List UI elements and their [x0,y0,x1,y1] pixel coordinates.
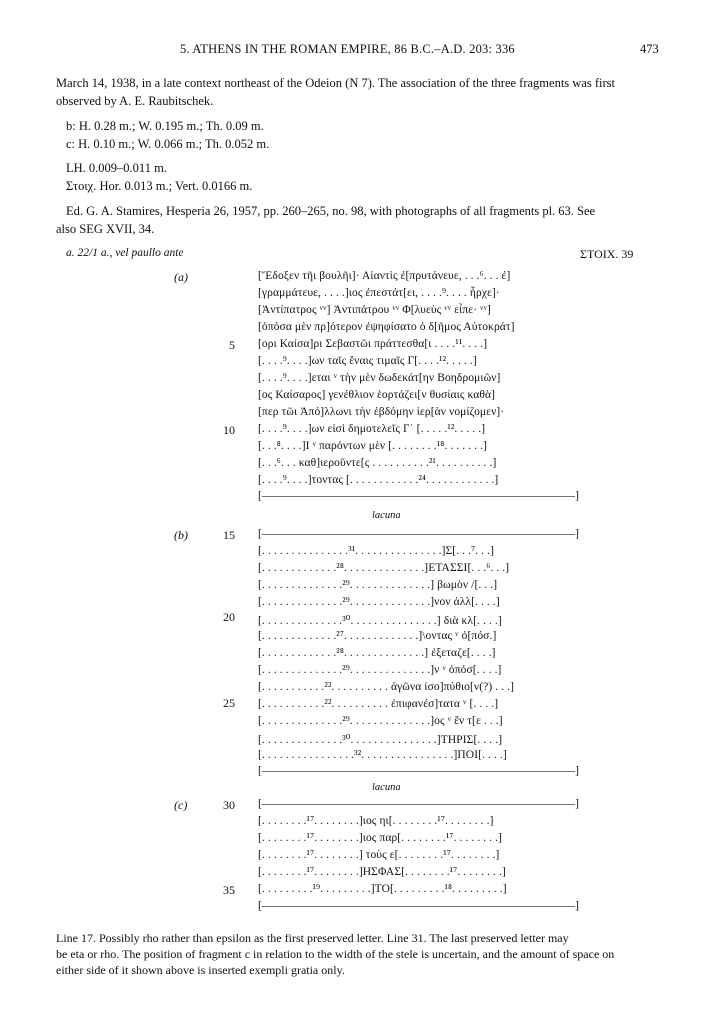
lacuna-label: lacuna [372,782,401,793]
inscription-line: [. . . .⁹. . . .]εται ᵛ τὴν μὲν δωδεκάτ[ην Βοηδρομιῶν] [258,372,501,384]
inscription-line: [ορι Καίσα]ρι Σεβαστῶι πράττεσθα[ι . . . .¹¹. . . .] [258,338,488,350]
fragment-label-c: (c) [174,798,188,812]
line-number-20: 20 [223,610,235,624]
inscription-line: [. . . . . . . . . . . . . .²⁹. . . . . . . . . . . . . .]ος ᵛ ἕν τ[ε . . .] [258,715,503,727]
inscription-line: [. . . .⁹. . . .]ων εἰσὶ δημοτελεῖς Γ˙ [. . . . .¹². . . . .] [258,423,486,435]
line-number-10: 10 [223,423,235,437]
inscription-line: [. . . . . . . . . . .²². . . . . . . . . . ἐπιφανέσ]τατα ᵛ [. . . .] [258,698,499,710]
inscription-line: [———————————————————————————] [258,490,580,502]
fragment-label-a: (a) [174,270,188,284]
running-title: 5. ATHENS IN THE ROMAN EMPIRE, 86 B.C.–A.D. 203: 336 [180,42,515,56]
inscription-line: [. . . . . . . . . . . . . .³⁰. . . . . . . . . . . . . . .]ΤΗΡΙΣ[. . . .] [258,734,503,746]
stoichedon-spacing: Στοιχ. Hor. 0.013 m.; Vert. 0.0166 m. [66,179,253,193]
line-number-5: 5 [229,338,235,352]
inscription-line: [. . . . . . . . . . . . . .²⁹. . . . . . . . . . . . . .]νον ἀλλ[. . . .] [258,596,500,608]
footnote-line-3: either side of it shown above is inserted exempli gratia only. [56,963,345,977]
footnote-line-2: be eta or rho. The position of fragment c in relation to the width of the stele is uncertain, and the amount of space on [56,947,615,961]
intro-line-2: observed by A. E. Raubitschek. [56,94,214,108]
footnote-line-1: Line 17. Possibly rho rather than epsilon as the first preserved letter. Line 31. The last preserved letter may [56,931,569,945]
inscription-line: [Ἀντίπατρος ᵛᵛ] Ἀντιπάτρου ᵛᵛ Φ[λυεὺς ᵛᵛ εἶπε· ᵛᵛ] [258,304,491,316]
line-number-35: 35 [223,883,235,897]
inscription-line: [———————————————————————————] [258,900,580,912]
inscription-line: [. . . .⁹. . . .]ων ταῖς ἔναις τιμαῖς Γ[. . . .¹². . . . .] [258,355,477,367]
inscription-line: [. . . . . . . .¹⁷. . . . . . . .]ιος παρ[. . . . . . . .¹⁷. . . . . . . .] [258,832,503,844]
inscription-line: [. . . . . . . . . . . . . .³⁰. . . . . . . . . . . . . . .] διὰ κλ[. . . .] [258,615,502,627]
stoich-label: ΣΤΟΙΧ. 39 [580,247,634,261]
inscription-line: [Ἔδοξεν τῆι βουλῆι]· Αἰαντὶς ἐ[πρυτάνευε, . . .⁶. . . ἐ] [258,270,511,282]
inscription-line: [. . . . . . . . . . . . .²⁸. . . . . . . . . . . . . .] ἐξεταζε[. . . .] [258,647,496,659]
page-number: 473 [640,42,659,56]
inscription-line: [. . . . . . . . . . . . . .²⁹. . . . . . . . . . . . . .] βωμὸν /[. . .] [258,579,498,591]
line-number-30: 30 [223,798,235,812]
inscription-line: [. . . . . . . . . . .²². . . . . . . . . . ἀγῶνα ἰσο]πύθιο[ν(?) . . .] [258,681,515,693]
inscription-line: [. . . . . . . .¹⁷. . . . . . . .]ΗΣΦΑΣ[. . . . . . . .¹⁷. . . . . . . .] [258,866,506,878]
inscription-line: [. . . .⁹. . . .]τοντας [. . . . . . . . . . . .²⁴. . . . . . . . . . . .] [258,474,499,486]
inscription-line: [. . . . . . . .¹⁷. . . . . . . .] τοὺς ε[. . . . . . . .¹⁷. . . . . . . .] [258,849,500,861]
edition-line-1: Ed. G. A. Stamires, Hesperia 26, 1957, pp. 260–265, no. 98, with photographs of all fragments pl. 63. See [66,204,596,218]
dimensions-c: c: H. 0.10 m.; W. 0.066 m.; Th. 0.052 m. [66,137,270,151]
dimensions-b: b: H. 0.28 m.; W. 0.195 m.; Th. 0.09 m. [66,119,264,133]
inscription-line: [ὁπόσα μὲν πρ]ότερον ἐψηφίσατο ὁ δ[ῆμος Αὐτοκράτ] [258,321,515,333]
inscription-line: [. . . . . . . .¹⁷. . . . . . . .]ιος ηι[. . . . . . . .¹⁷. . . . . . . .] [258,815,494,827]
inscription-line: [. . . . . . . . . . . . .²⁷. . . . . . . . . . . . .]\οντας ᵛ ὁ[πόσ.] [258,630,497,642]
inscription-line: [. . .⁸. . . .]Ι ᵛ παρόντων μὲν [. . . . . . . .¹⁸. . . . . . .] [258,440,487,452]
inscription-line: [———————————————————————————] [258,798,580,810]
inscription-line: [περ τῶι Ἀπό]λλωνι τὴν ἑβδόμην ἱερ[ὰν νομίζομεν]· [258,406,505,418]
inscription-line: [γραμμάτευε, . . . .]ιος ἐπεστάτ[ει, . . . .⁹. . . . ἦρχε]· [258,287,500,299]
intro-line-1: March 14, 1938, in a late context northeast of the Odeion (N 7). The association of the three fragments was first [56,76,615,90]
inscription-line: [. . . . . . . . . . . . . .²⁹. . . . . . . . . . . . . .]ν ᵛ ὁπόσ[. . . .] [258,664,502,676]
inscription-line: [. . . . . . . . .¹⁹. . . . . . . . .]ΤΟ[. . . . . . . . .¹⁸. . . . . . . . .] [258,883,507,895]
line-number-15: 15 [223,528,235,542]
inscription-line: [. . . . . . . . . . . . .²⁸. . . . . . . . . . . . . .]ΕΤΑΣΣΙ[. . .⁶. . .] [258,562,510,574]
inscription-line: [. . .⁶. . . καθ]ιεροῦντε[ς . . . . . . . . . .²¹. . . . . . . . . .] [258,457,497,469]
letter-height: LH. 0.009–0.011 m. [66,161,167,175]
inscription-line: [. . . . . . . . . . . . . . . .³². . . . . . . . . . . . . . . .]ΠΟΙ[. . . .] [258,749,507,761]
inscription-line: [———————————————————————————] [258,528,580,540]
line-number-25: 25 [223,696,235,710]
edition-line-2: also SEG XVII, 34. [56,222,155,236]
inscription-line: [———————————————————————————] [258,765,580,777]
fragment-label-b: (b) [174,528,188,542]
lacuna-label: lacuna [372,510,401,521]
inscription-line: [. . . . . . . . . . . . . . .³¹. . . . . . . . . . . . . . .]Σ[. . .⁷. . .] [258,545,495,557]
inscription-line: [ος Καίσαρος] γενέθλιον ἑορτάζει[ν θυσίαις καθὰ] [258,389,496,401]
date-line: a. 22/1 a., vel paullo ante [66,247,184,259]
